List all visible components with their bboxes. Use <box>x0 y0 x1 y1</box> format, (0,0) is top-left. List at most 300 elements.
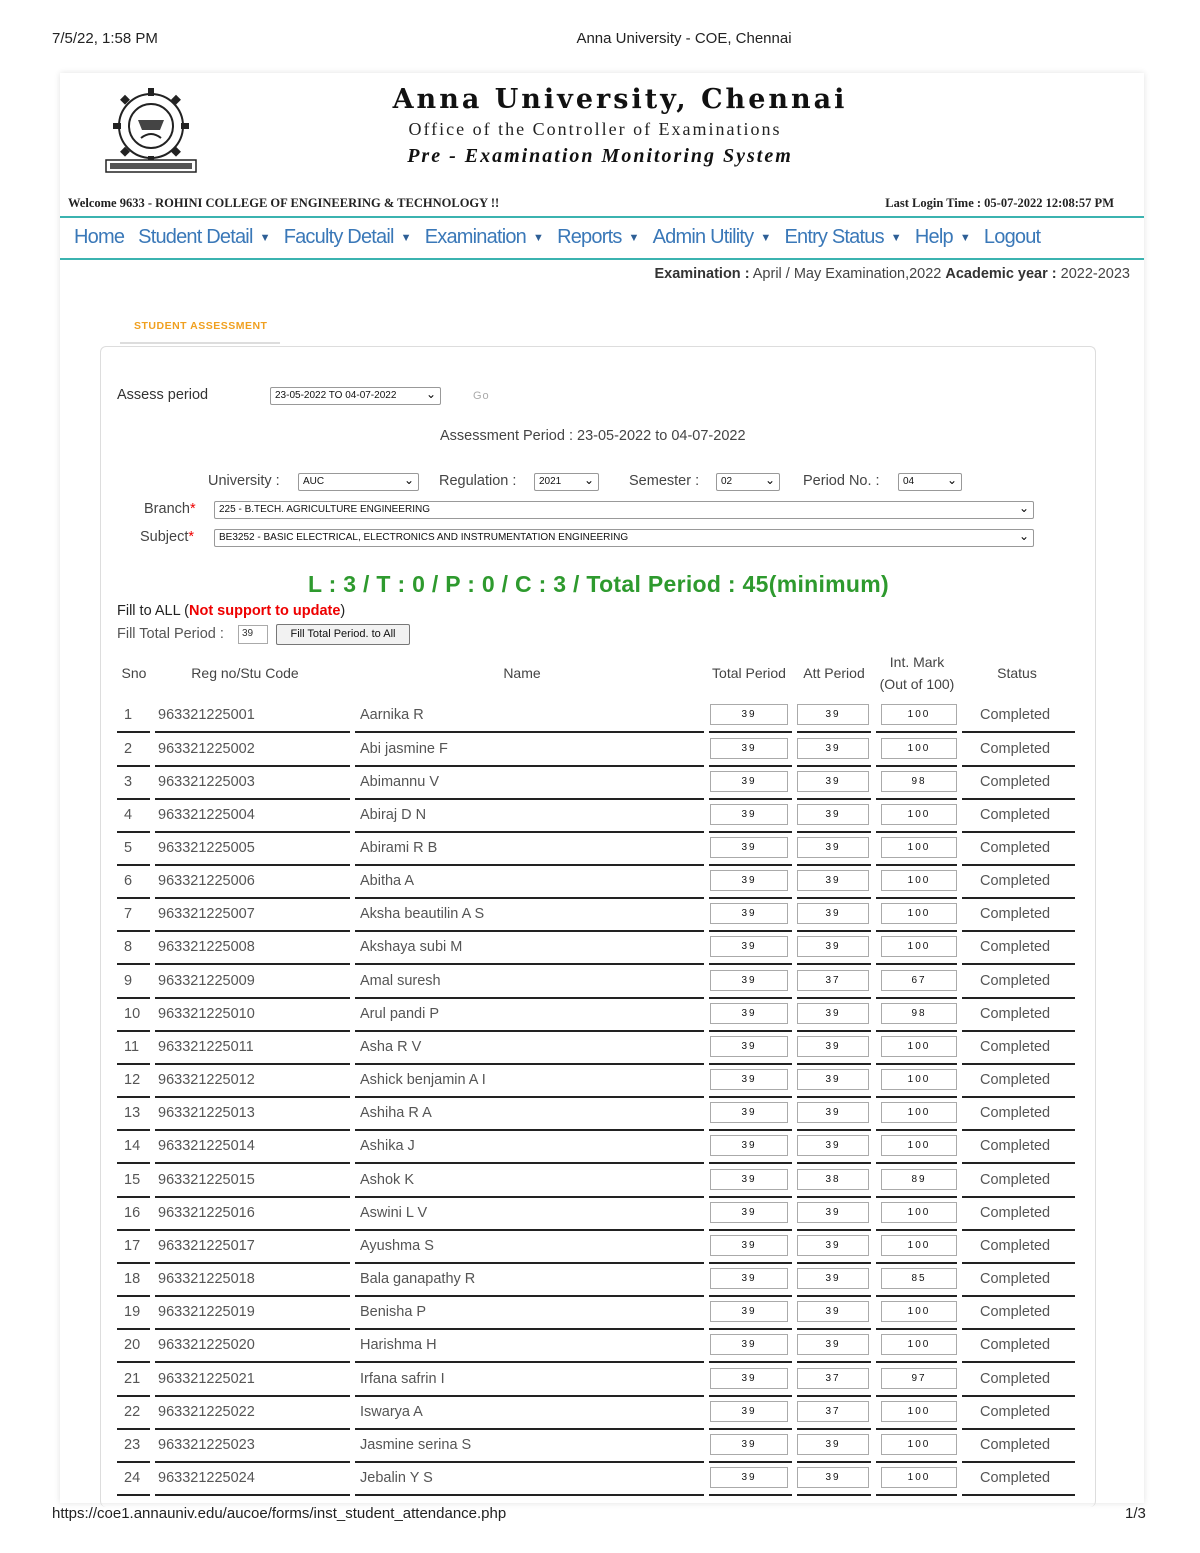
int-mark-input[interactable]: 100 <box>881 870 957 891</box>
table-row <box>117 700 1075 733</box>
semester-select[interactable] <box>716 473 780 491</box>
menu-faculty-detail[interactable] <box>284 226 411 249</box>
name-cell: Ayushma S <box>360 1238 434 1254</box>
select-value: 2021 <box>539 476 562 487</box>
row-divider-gap <box>350 1361 355 1363</box>
fill-all-suffix: ) <box>340 603 346 619</box>
int-mark-input[interactable]: 100 <box>881 1467 957 1488</box>
int-mark-input[interactable]: 100 <box>881 1334 957 1355</box>
chevron-down-icon: ⌄ <box>1018 501 1029 515</box>
fill-all-warning: Not support to update <box>189 603 341 619</box>
menu-label: Help <box>914 226 953 248</box>
row-divider-gap <box>792 1361 797 1363</box>
total-period-input[interactable]: 39 <box>710 903 788 924</box>
name-cell: Abiraj D N <box>360 807 427 823</box>
year-label: Academic year : <box>945 266 1057 282</box>
caret-down-icon: ▼ <box>628 231 639 244</box>
total-period-input[interactable]: 39 <box>710 1036 788 1057</box>
att-period-input[interactable]: 39 <box>797 1036 869 1057</box>
menu-logout[interactable] <box>984 226 1040 249</box>
reg-no-cell: 963321225020 <box>158 1337 255 1353</box>
table-row <box>117 999 1075 1032</box>
semester-label: Semester : <box>629 473 700 489</box>
header-sno: Sno <box>121 665 147 681</box>
reg-no-cell: 963321225008 <box>158 939 255 955</box>
name-cell: Bala ganapathy R <box>360 1271 476 1287</box>
print-datetime: 7/5/22, 1:58 PM <box>52 30 158 47</box>
table-row <box>117 1198 1075 1231</box>
chevron-down-icon: ⌄ <box>425 387 436 401</box>
table-row <box>117 833 1075 866</box>
name-cell: Harishma H <box>360 1337 437 1353</box>
name-cell: Aksha beautilin A S <box>360 906 485 922</box>
att-period-input[interactable]: 39 <box>797 903 869 924</box>
int-mark-input[interactable]: 100 <box>881 1235 957 1256</box>
menu-top-border <box>60 216 1144 218</box>
reg-no-cell: 963321225013 <box>158 1105 255 1121</box>
subject-select[interactable] <box>214 529 1034 547</box>
status-cell: Completed <box>980 1437 1051 1453</box>
att-period-input[interactable]: 39 <box>797 1434 869 1455</box>
sno-cell: 4 <box>124 807 133 823</box>
menu-label: Home <box>74 226 125 248</box>
table-row <box>117 1165 1075 1198</box>
status-cell: Completed <box>980 873 1051 889</box>
row-divider-gap <box>150 731 155 733</box>
subject-label <box>140 529 194 545</box>
regulation-label: Regulation : <box>439 473 517 489</box>
year-value: 2022-2023 <box>1060 266 1130 282</box>
menu-help[interactable] <box>915 226 970 249</box>
status-cell: Completed <box>980 1039 1051 1055</box>
sno-cell: 6 <box>124 873 133 889</box>
table-row <box>117 932 1075 965</box>
row-divider-gap <box>792 731 797 733</box>
att-period-input[interactable]: 39 <box>797 1003 869 1024</box>
reg-no-cell: 963321225011 <box>158 1039 254 1055</box>
row-divider-gap <box>792 1162 797 1164</box>
ltp-summary: L : 3 / T : 0 / P : 0 / C : 3 / Total Period : 45(minimum) <box>308 571 889 597</box>
name-cell: Jebalin Y S <box>360 1470 433 1486</box>
reg-no-cell: 963321225005 <box>158 840 255 856</box>
reg-no-cell: 963321225022 <box>158 1404 255 1420</box>
row-divider-gap <box>957 1494 962 1496</box>
total-period-input[interactable]: 39 <box>710 1135 788 1156</box>
period-label: Assessment Period : <box>440 428 573 444</box>
print-title: Anna University - COE, Chennai <box>576 30 792 47</box>
name-cell: Aarnika R <box>360 707 424 723</box>
total-period-input[interactable]: 39 <box>710 1235 788 1256</box>
att-period-input[interactable]: 37 <box>797 1368 869 1389</box>
branch-select[interactable] <box>214 501 1034 519</box>
status-cell: Completed <box>980 1072 1051 1088</box>
reg-no-cell: 963321225018 <box>158 1271 255 1287</box>
header-name: Name <box>503 665 541 681</box>
status-cell: Completed <box>980 1006 1051 1022</box>
reg-no-cell: 963321225014 <box>158 1138 255 1154</box>
int-mark-input[interactable]: 100 <box>881 1036 957 1057</box>
reg-no-cell: 963321225003 <box>158 774 255 790</box>
att-period-input[interactable]: 37 <box>797 970 869 991</box>
int-mark-input[interactable]: 89 <box>881 1169 957 1190</box>
int-mark-input[interactable]: 100 <box>881 1301 957 1322</box>
name-cell: Aswini L V <box>360 1205 428 1221</box>
name-cell: Arul pandi P <box>360 1006 439 1022</box>
reg-no-cell: 963321225001 <box>158 707 255 723</box>
total-period-input[interactable]: 39 <box>710 1003 788 1024</box>
sno-cell: 10 <box>124 1006 141 1022</box>
exam-info <box>654 266 1130 282</box>
status-cell: Completed <box>980 1172 1051 1188</box>
reg-no-cell: 963321225002 <box>158 741 255 757</box>
status-cell: Completed <box>980 939 1051 955</box>
menu-label: Faculty Detail <box>283 226 394 248</box>
status-cell: Completed <box>980 1105 1051 1121</box>
att-period-input[interactable]: 39 <box>797 1102 869 1123</box>
menu-reports[interactable] <box>557 226 639 249</box>
sno-cell: 7 <box>124 906 133 922</box>
reg-no-cell: 963321225021 <box>158 1371 255 1387</box>
main-menu <box>74 226 1054 249</box>
att-period-input[interactable]: 37 <box>797 1401 869 1422</box>
university-title: Anna University, Chennai <box>392 84 848 115</box>
sno-cell: 23 <box>124 1437 141 1453</box>
reg-no-cell: 963321225006 <box>158 873 255 889</box>
menu-student-detail[interactable] <box>138 226 270 249</box>
sno-cell: 15 <box>124 1172 141 1188</box>
total-period-input[interactable]: 39 <box>710 1434 788 1455</box>
row-divider-gap <box>957 1361 962 1363</box>
fill-total-button[interactable]: Fill Total Period. to All <box>276 624 410 645</box>
header-reg: Reg no/Stu Code <box>191 665 299 681</box>
row-divider-gap <box>350 1162 355 1164</box>
header-att-period: Att Period <box>803 665 865 681</box>
status-cell: Completed <box>980 1404 1051 1420</box>
int-mark-input[interactable]: 100 <box>881 704 957 725</box>
total-period-input[interactable]: 39 <box>710 771 788 792</box>
reg-no-cell: 963321225010 <box>158 1006 255 1022</box>
att-period-input[interactable]: 39 <box>797 804 869 825</box>
name-cell: Abitha A <box>360 873 415 889</box>
total-period-input[interactable]: 39 <box>710 1069 788 1090</box>
total-period-input[interactable]: 39 <box>710 704 788 725</box>
menu-label: Entry Status <box>784 226 884 248</box>
chevron-down-icon: ⌄ <box>583 473 594 487</box>
total-period-input[interactable]: 39 <box>710 1401 788 1422</box>
int-mark-input[interactable]: 100 <box>881 1102 957 1123</box>
row-divider-gap <box>704 963 709 965</box>
att-period-input[interactable]: 39 <box>797 1467 869 1488</box>
table-row <box>117 734 1075 767</box>
chevron-down-icon: ⌄ <box>946 473 957 487</box>
int-mark-input[interactable]: 98 <box>881 1003 957 1024</box>
status-cell: Completed <box>980 774 1051 790</box>
status-cell: Completed <box>980 1337 1051 1353</box>
status-cell: Completed <box>980 707 1051 723</box>
total-period-input[interactable]: 39 <box>710 870 788 891</box>
row-divider-gap <box>871 1361 876 1363</box>
att-period-input[interactable]: 39 <box>797 771 869 792</box>
table-row <box>117 866 1075 899</box>
row-divider <box>117 1494 1075 1496</box>
name-cell: Asha R V <box>360 1039 422 1055</box>
status-cell: Completed <box>980 741 1051 757</box>
row-divider <box>117 1162 1075 1164</box>
exam-label: Examination : <box>654 266 750 282</box>
row-divider-gap <box>704 731 709 733</box>
chevron-down-icon: ⌄ <box>1018 529 1029 543</box>
menu-label: Reports <box>557 226 622 248</box>
int-mark-input[interactable]: 100 <box>881 1069 957 1090</box>
reg-no-cell: 963321225004 <box>158 807 255 823</box>
table-row <box>117 1264 1075 1297</box>
name-cell: Benisha P <box>360 1304 427 1320</box>
int-mark-input[interactable]: 100 <box>881 738 957 759</box>
att-period-input[interactable]: 39 <box>797 1268 869 1289</box>
table-row <box>117 1364 1075 1397</box>
row-divider-gap <box>871 1494 876 1496</box>
int-mark-input[interactable]: 100 <box>881 804 957 825</box>
row-divider-gap <box>150 1494 155 1496</box>
sno-cell: 12 <box>124 1072 141 1088</box>
int-mark-input[interactable]: 100 <box>881 1135 957 1156</box>
status-cell: Completed <box>980 1304 1051 1320</box>
total-period-input[interactable]: 39 <box>710 1301 788 1322</box>
total-period-input[interactable]: 39 <box>710 1334 788 1355</box>
caret-down-icon: ▼ <box>533 231 544 244</box>
int-mark-input[interactable]: 97 <box>881 1368 957 1389</box>
att-period-input[interactable]: 39 <box>797 1235 869 1256</box>
status-cell: Completed <box>980 973 1051 989</box>
chevron-down-icon: ⌄ <box>764 473 775 487</box>
status-cell: Completed <box>980 1205 1051 1221</box>
table-row <box>117 1430 1075 1463</box>
att-period-input[interactable]: 39 <box>797 837 869 858</box>
status-cell: Completed <box>980 840 1051 856</box>
menu-examination[interactable] <box>425 226 543 249</box>
select-value: 23-05-2022 TO 04-07-2022 <box>275 390 397 401</box>
menu-admin-utility[interactable] <box>653 226 771 249</box>
required-mark: * <box>188 529 195 545</box>
university-logo <box>104 86 198 174</box>
name-cell: Ashiha R A <box>360 1105 432 1121</box>
regulation-select[interactable] <box>534 473 599 491</box>
menu-label: Logout <box>983 226 1041 248</box>
name-cell: Ashok K <box>360 1172 414 1188</box>
caret-down-icon: ▼ <box>959 231 970 244</box>
system-title: Pre - Examination Monitoring System <box>407 145 793 167</box>
section-tab-line <box>120 342 280 344</box>
att-period-input[interactable]: 39 <box>797 1334 869 1355</box>
table-row <box>117 767 1075 800</box>
sno-cell: 24 <box>124 1470 141 1486</box>
period-no-label: Period No. : <box>803 473 880 489</box>
go-button[interactable]: Go <box>473 390 490 402</box>
assess-period-label: Assess period <box>117 387 209 403</box>
print-page: 1/3 <box>1125 1505 1146 1522</box>
name-cell: Jasmine serina S <box>360 1437 472 1453</box>
reg-no-cell: 963321225019 <box>158 1304 255 1320</box>
att-period-input[interactable]: 39 <box>797 936 869 957</box>
menu-home[interactable] <box>74 226 124 249</box>
branch-label-text: Branch <box>144 501 190 517</box>
total-period-input[interactable]: 39 <box>710 936 788 957</box>
sno-cell: 14 <box>124 1138 141 1154</box>
table-row <box>117 800 1075 833</box>
table-row <box>117 1397 1075 1430</box>
reg-no-cell: 963321225017 <box>158 1238 255 1254</box>
att-period-input[interactable]: 38 <box>797 1169 869 1190</box>
int-mark-input[interactable]: 98 <box>881 771 957 792</box>
fill-all-prefix: Fill to ALL ( <box>117 603 189 619</box>
reg-no-cell: 963321225023 <box>158 1437 255 1453</box>
status-cell: Completed <box>980 1138 1051 1154</box>
row-divider-gap <box>792 1494 797 1496</box>
row-divider <box>117 731 1075 733</box>
assess-period-select[interactable] <box>270 387 441 405</box>
header-int-mark-sub: (Out of 100) <box>879 676 955 692</box>
sno-cell: 22 <box>124 1404 141 1420</box>
subject-label-text: Subject <box>140 529 189 545</box>
name-cell: Iswarya A <box>360 1404 423 1420</box>
sno-cell: 16 <box>124 1205 141 1221</box>
row-divider-gap <box>350 963 355 965</box>
row-divider-gap <box>957 731 962 733</box>
required-mark: * <box>189 501 196 517</box>
status-cell: Completed <box>980 1371 1051 1387</box>
name-cell: Ashika J <box>360 1138 415 1154</box>
int-mark-input[interactable]: 85 <box>881 1268 957 1289</box>
row-divider-gap <box>871 731 876 733</box>
row-divider-gap <box>350 731 355 733</box>
reg-no-cell: 963321225012 <box>158 1072 255 1088</box>
status-cell: Completed <box>980 1238 1051 1254</box>
caret-down-icon: ▼ <box>400 231 411 244</box>
att-period-input[interactable]: 39 <box>797 870 869 891</box>
row-divider-gap <box>871 963 876 965</box>
int-mark-input[interactable]: 67 <box>881 970 957 991</box>
sno-cell: 18 <box>124 1271 141 1287</box>
table-row <box>117 1297 1075 1330</box>
name-cell: Abi jasmine F <box>360 741 448 757</box>
status-cell: Completed <box>980 807 1051 823</box>
name-cell: Abimannu V <box>360 774 439 790</box>
table-row <box>117 1231 1075 1264</box>
office-title: Office of the Controller of Examinations <box>408 119 782 139</box>
fill-all-note <box>117 603 345 619</box>
sno-cell: 11 <box>124 1039 140 1055</box>
fill-total-input[interactable]: 39 <box>238 625 268 644</box>
university-select[interactable] <box>298 473 419 491</box>
header-int-mark: Int. Mark <box>889 654 945 670</box>
chevron-down-icon: ⌄ <box>403 473 414 487</box>
table-row <box>117 899 1075 932</box>
name-cell: Akshaya subi M <box>360 939 463 955</box>
reg-no-cell: 963321225007 <box>158 906 255 922</box>
total-period-input[interactable]: 39 <box>710 1368 788 1389</box>
row-divider-gap <box>150 1162 155 1164</box>
menu-bottom-border <box>60 258 1144 260</box>
total-period-input[interactable]: 39 <box>710 1102 788 1123</box>
sno-cell: 8 <box>124 939 133 955</box>
table-row <box>117 1065 1075 1098</box>
name-cell: Amal suresh <box>360 973 441 989</box>
row-divider-gap <box>704 1494 709 1496</box>
table-row <box>117 966 1075 999</box>
sno-cell: 1 <box>124 707 133 723</box>
university-label: University : <box>208 473 280 489</box>
period-no-select[interactable] <box>898 473 962 491</box>
menu-label: Student Detail <box>138 226 253 248</box>
total-period-input[interactable]: 39 <box>710 1268 788 1289</box>
header-status: Status <box>997 665 1037 681</box>
row-divider <box>117 963 1075 965</box>
total-period-input[interactable]: 39 <box>710 804 788 825</box>
status-cell: Completed <box>980 906 1051 922</box>
table-row <box>117 1330 1075 1363</box>
reg-no-cell: 963321225024 <box>158 1470 255 1486</box>
row-divider-gap <box>957 1162 962 1164</box>
sno-cell: 19 <box>124 1304 141 1320</box>
select-value: AUC <box>303 476 325 487</box>
sno-cell: 3 <box>124 774 133 790</box>
name-cell: Ashick benjamin A I <box>360 1072 486 1088</box>
print-url: https://coe1.annauniv.edu/aucoe/forms/inst_student_attendance.php <box>52 1505 507 1522</box>
select-value: 225 - B.TECH. AGRICULTURE ENGINEERING <box>219 504 430 515</box>
reg-no-cell: 963321225015 <box>158 1172 255 1188</box>
total-period-input[interactable]: 39 <box>710 1202 788 1223</box>
total-period-input[interactable]: 39 <box>710 970 788 991</box>
att-period-input[interactable]: 39 <box>797 738 869 759</box>
row-divider-gap <box>871 1162 876 1164</box>
total-period-input[interactable]: 39 <box>710 837 788 858</box>
sno-cell: 20 <box>124 1337 141 1353</box>
name-cell: Abirami R B <box>360 840 438 856</box>
menu-entry-status[interactable] <box>784 226 900 249</box>
section-title: STUDENT ASSESSMENT <box>134 320 268 332</box>
total-period-input[interactable]: 39 <box>710 1169 788 1190</box>
sno-cell: 2 <box>124 741 133 757</box>
exam-value: April / May Examination,2022 <box>752 266 942 282</box>
int-mark-input[interactable]: 100 <box>881 903 957 924</box>
total-period-input[interactable]: 39 <box>710 1467 788 1488</box>
int-mark-input[interactable]: 100 <box>881 1434 957 1455</box>
int-mark-input[interactable]: 100 <box>881 837 957 858</box>
table-row <box>117 1131 1075 1164</box>
att-period-input[interactable]: 39 <box>797 1135 869 1156</box>
row-divider-gap <box>150 963 155 965</box>
row-divider-gap <box>150 1361 155 1363</box>
att-period-input[interactable]: 39 <box>797 1301 869 1322</box>
select-value: BE3252 - BASIC ELECTRICAL, ELECTRONICS AND INSTRUMENTATION ENGINEERING <box>219 532 629 543</box>
sno-cell: 5 <box>124 840 133 856</box>
select-value: 02 <box>721 476 733 487</box>
int-mark-input[interactable]: 100 <box>881 936 957 957</box>
row-divider-gap <box>792 963 797 965</box>
sno-cell: 9 <box>124 973 133 989</box>
att-period-input[interactable]: 39 <box>797 1202 869 1223</box>
reg-no-cell: 963321225009 <box>158 973 255 989</box>
att-period-input[interactable]: 39 <box>797 1069 869 1090</box>
total-period-input[interactable]: 39 <box>710 738 788 759</box>
caret-down-icon: ▼ <box>890 231 901 244</box>
status-cell: Completed <box>980 1271 1051 1287</box>
att-period-input[interactable]: 39 <box>797 704 869 725</box>
int-mark-input[interactable]: 100 <box>881 1202 957 1223</box>
int-mark-input[interactable]: 100 <box>881 1401 957 1422</box>
row-divider-gap <box>350 1494 355 1496</box>
assessment-period-text <box>440 428 746 444</box>
